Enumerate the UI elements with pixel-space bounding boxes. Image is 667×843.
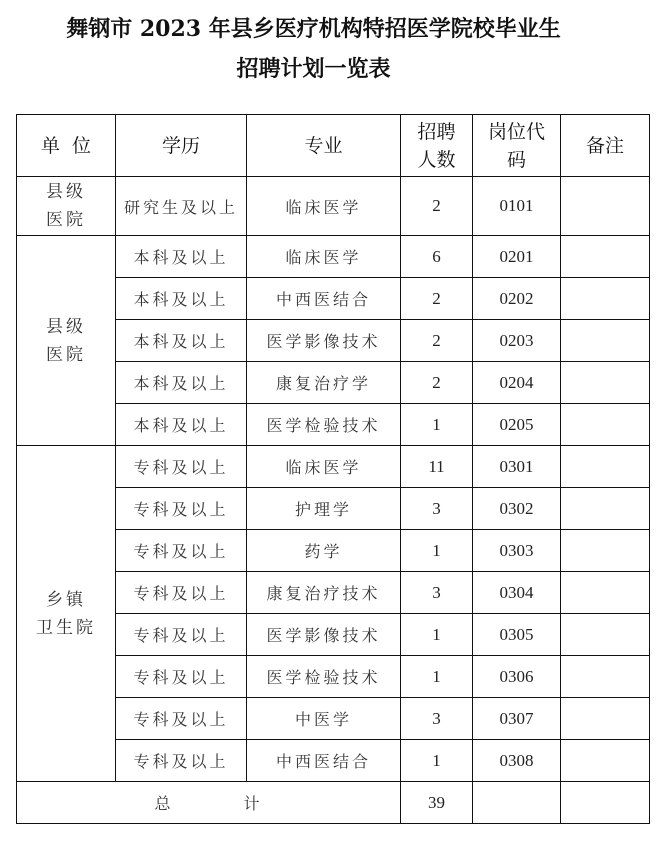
code-cell: 0201 — [473, 236, 561, 278]
major-cell: 中医学 — [247, 698, 401, 740]
major-cell: 医学影像技术 — [247, 614, 401, 656]
unit-cell: 乡镇 卫生院 — [17, 446, 116, 782]
count-cell: 6 — [401, 236, 473, 278]
major-cell: 中西医结合 — [247, 740, 401, 782]
major-cell: 康复治疗学 — [247, 362, 401, 404]
education-cell: 本科及以上 — [116, 404, 247, 446]
header-position-code: 岗位代 码 — [473, 115, 561, 177]
total-code-cell — [473, 782, 561, 824]
education-cell: 专科及以上 — [116, 656, 247, 698]
code-cell: 0203 — [473, 320, 561, 362]
education-cell: 专科及以上 — [116, 614, 247, 656]
major-cell: 康复治疗技术 — [247, 572, 401, 614]
header-education: 学历 — [116, 115, 247, 177]
total-count: 39 — [401, 782, 473, 824]
code-cell: 0302 — [473, 488, 561, 530]
code-cell: 0205 — [473, 404, 561, 446]
count-cell: 1 — [401, 656, 473, 698]
unit-cell: 县级 医院 — [17, 177, 116, 236]
unit-cell: 县级 医院 — [17, 236, 116, 446]
remark-cell — [561, 446, 650, 488]
education-cell: 专科及以上 — [116, 572, 247, 614]
major-cell: 临床医学 — [247, 177, 401, 236]
code-cell: 0308 — [473, 740, 561, 782]
code-cell: 0303 — [473, 530, 561, 572]
major-cell: 医学检验技术 — [247, 656, 401, 698]
table-row — [17, 446, 650, 488]
count-cell: 2 — [401, 362, 473, 404]
education-cell: 专科及以上 — [116, 698, 247, 740]
education-cell: 专科及以上 — [116, 446, 247, 488]
remark-cell — [561, 404, 650, 446]
major-cell: 中西医结合 — [247, 278, 401, 320]
document-title-line1: 舞钢市 2023 年县乡医疗机构特招医学院校毕业生 — [66, 16, 561, 42]
count-cell: 2 — [401, 177, 473, 236]
count-cell: 2 — [401, 320, 473, 362]
major-cell: 临床医学 — [247, 236, 401, 278]
header-count: 招聘 人数 — [401, 115, 473, 177]
major-cell: 医学检验技术 — [247, 404, 401, 446]
table-row — [17, 177, 650, 236]
education-cell: 本科及以上 — [116, 362, 247, 404]
count-cell: 3 — [401, 572, 473, 614]
remark-cell — [561, 488, 650, 530]
remark-cell — [561, 177, 650, 236]
education-cell: 本科及以上 — [116, 278, 247, 320]
remark-cell — [561, 656, 650, 698]
recruitment-plan-table — [16, 114, 650, 824]
header-remark: 备注 — [561, 115, 650, 177]
education-cell: 专科及以上 — [116, 530, 247, 572]
education-cell: 专科及以上 — [116, 740, 247, 782]
code-cell: 0306 — [473, 656, 561, 698]
header-unit: 单 位 — [17, 115, 116, 177]
remark-cell — [561, 530, 650, 572]
remark-cell — [561, 698, 650, 740]
remark-cell — [561, 572, 650, 614]
remark-cell — [561, 320, 650, 362]
code-cell: 0305 — [473, 614, 561, 656]
table-header-row — [17, 115, 650, 177]
code-cell: 0204 — [473, 362, 561, 404]
count-cell: 1 — [401, 740, 473, 782]
total-label: 总 计 — [17, 782, 401, 824]
code-cell: 0301 — [473, 446, 561, 488]
total-row — [17, 782, 650, 824]
count-cell: 11 — [401, 446, 473, 488]
major-cell: 临床医学 — [247, 446, 401, 488]
remark-cell — [561, 614, 650, 656]
count-cell: 3 — [401, 698, 473, 740]
header-major: 专业 — [247, 115, 401, 177]
major-cell: 护理学 — [247, 488, 401, 530]
code-cell: 0304 — [473, 572, 561, 614]
remark-cell — [561, 278, 650, 320]
code-cell: 0307 — [473, 698, 561, 740]
count-cell: 1 — [401, 530, 473, 572]
count-cell: 1 — [401, 614, 473, 656]
remark-cell — [561, 362, 650, 404]
education-cell: 研究生及以上 — [116, 177, 247, 236]
education-cell: 专科及以上 — [116, 488, 247, 530]
code-cell: 0202 — [473, 278, 561, 320]
remark-cell — [561, 740, 650, 782]
total-remark-cell — [561, 782, 650, 824]
code-cell: 0101 — [473, 177, 561, 236]
count-cell: 1 — [401, 404, 473, 446]
major-cell: 药学 — [247, 530, 401, 572]
education-cell: 本科及以上 — [116, 236, 247, 278]
count-cell: 2 — [401, 278, 473, 320]
table-row — [17, 236, 650, 278]
education-cell: 本科及以上 — [116, 320, 247, 362]
document-title-line2: 招聘计划一览表 — [236, 56, 391, 82]
major-cell: 医学影像技术 — [247, 320, 401, 362]
count-cell: 3 — [401, 488, 473, 530]
remark-cell — [561, 236, 650, 278]
